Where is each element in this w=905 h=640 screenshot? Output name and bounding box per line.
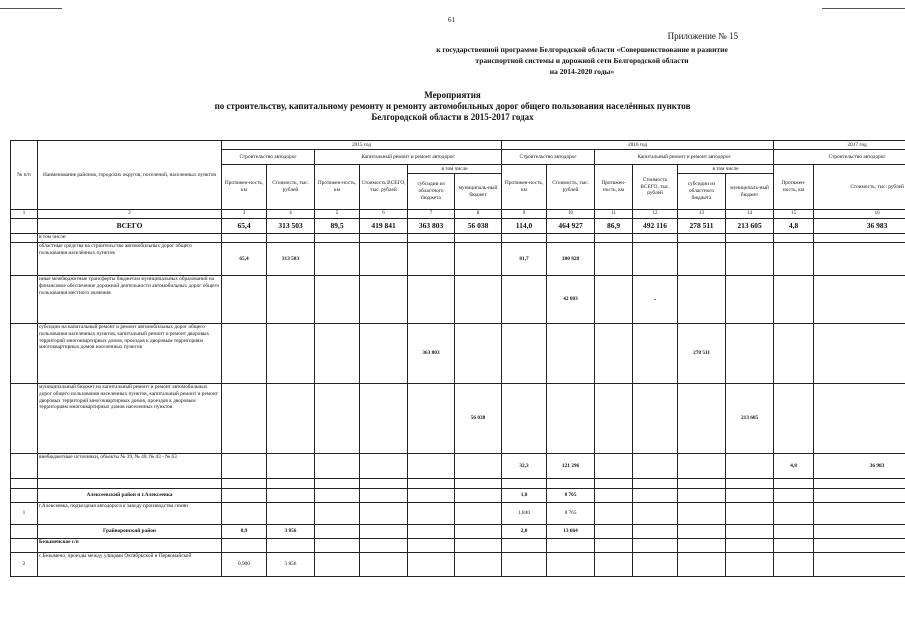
header-cost-2015a: Стоимость, тыс. рублей bbox=[267, 165, 315, 210]
col-num: 16 bbox=[814, 210, 905, 219]
title-line-1: Мероприятия bbox=[424, 90, 481, 100]
header-subsidy-2015: субсидии из областного бюджета bbox=[408, 174, 455, 210]
row-name: внебюджетные источники, объекты № 39, № 40, № 43 - № 63 bbox=[38, 454, 222, 479]
col-num: 1 bbox=[11, 210, 38, 219]
col-num: 15 bbox=[774, 210, 814, 219]
col-num: 14 bbox=[726, 210, 774, 219]
header-length-2015a: Протяжен-ность, км bbox=[222, 165, 267, 210]
row-name: с.Безымено, проезды между улицами Октябрьской и Первомайской bbox=[38, 553, 222, 577]
row-name: г.Алексеевка, подъездная автодорога к заводу производства семян bbox=[38, 503, 222, 525]
cell: 4,8 bbox=[774, 454, 814, 479]
header-cost-2017: Стоимость, тыс. рублей bbox=[814, 165, 905, 210]
total-num bbox=[11, 219, 38, 234]
table-row bbox=[11, 503, 905, 525]
annex-title: Приложение № 15 bbox=[667, 31, 738, 41]
total-cell: 492 116 bbox=[633, 219, 678, 234]
cell: 65,4 bbox=[222, 243, 267, 276]
header-length-2016b: Протяжен-ность, км bbox=[595, 165, 633, 210]
table-row bbox=[11, 384, 905, 454]
title-line-3: Белгородской области в 2015-2017 годах bbox=[371, 112, 534, 122]
header-costtotal-2016: Стоимость ВСЕГО, тыс. рублей bbox=[633, 165, 678, 210]
total-cell: 65,4 bbox=[222, 219, 267, 234]
row-num: 2 bbox=[11, 553, 38, 577]
header-repair-2016: Капитальный ремонт и ремонт автодорог bbox=[595, 150, 774, 165]
table-row bbox=[11, 489, 905, 503]
roads-table bbox=[10, 140, 905, 577]
cell: 1,840 bbox=[502, 503, 547, 525]
table-row bbox=[11, 553, 905, 577]
header-length-2015b: Протяжен-ность, км bbox=[315, 165, 360, 210]
cell: 3 856 bbox=[267, 525, 315, 539]
header-cost-2016a: Стоимость, тыс. рублей bbox=[547, 165, 595, 210]
header-including-2016: в том числе bbox=[678, 165, 774, 174]
annex-line-3: на 2014-2020 годы» bbox=[549, 67, 615, 76]
total-row bbox=[11, 219, 905, 234]
table-row-empty bbox=[11, 479, 905, 489]
cell: 81,7 bbox=[502, 243, 547, 276]
col-num: 11 bbox=[595, 210, 633, 219]
header-name: Наименование районов, городских округов, поселений, населенных пунктов bbox=[38, 141, 222, 210]
title-line-2: по строительству, капитальному ремонту и ремонту автомобильных дорог общего пользования населённых пунктов bbox=[214, 101, 691, 111]
total-cell: 114,0 bbox=[502, 219, 547, 234]
page-number: 61 bbox=[448, 16, 455, 24]
document-title bbox=[100, 90, 805, 123]
col-num: 2 bbox=[38, 210, 222, 219]
header-municipal-2015: муниципаль-ный бюджет bbox=[455, 174, 502, 210]
cell: 13 664 bbox=[547, 525, 595, 539]
total-cell: 363 803 bbox=[408, 219, 455, 234]
total-label: ВСЕГО bbox=[38, 219, 222, 234]
header-row-years bbox=[11, 141, 905, 150]
total-cell: 419 841 bbox=[360, 219, 408, 234]
cell: 363 803 bbox=[408, 324, 455, 384]
column-numbers-row bbox=[11, 210, 905, 219]
table-row bbox=[11, 525, 905, 539]
region-name: Алексеевский район и г.Алексеевка bbox=[38, 489, 222, 503]
row-including-label bbox=[11, 234, 905, 243]
header-num: № п/п bbox=[11, 141, 38, 210]
header-length-2016a: Протяжен-ность, км bbox=[502, 165, 547, 210]
col-num: 10 bbox=[547, 210, 595, 219]
col-num: 4 bbox=[267, 210, 315, 219]
col-num: 7 bbox=[408, 210, 455, 219]
row-name: муниципальный бюджет на капитальный ремонт и ремонт автомобильных дорог общего пользования населенных пунктов, капитальный ремонт и ремонт дворовых территорий многоквартирных домов, проездов к дворовым территориям многоквартирных домов населенных пунктов bbox=[38, 384, 222, 454]
total-cell: 56 038 bbox=[455, 219, 502, 234]
total-cell: 464 927 bbox=[547, 219, 595, 234]
cell: 8 765 bbox=[547, 503, 595, 525]
cell: 278 511 bbox=[678, 324, 726, 384]
header-municipal-2016: муниципаль-ный бюджет bbox=[726, 174, 774, 210]
row-name: областные средства на строительство автомобильных дорог общего пользования населённых пунктов bbox=[38, 243, 222, 276]
cell: 0,900 bbox=[222, 553, 267, 577]
col-num: 3 bbox=[222, 210, 267, 219]
cell: 8 765 bbox=[547, 489, 595, 503]
col-num: 5 bbox=[315, 210, 360, 219]
row-name: субсидии на капитальный ремонт и ремонт автомобильных дорог общего пользования населенных пунктов, капитальный ремонт и ремонт дворовых территорий многоквартирных домов, проездов к дворовым территориям многоквартирных домов населенных пунктов bbox=[38, 324, 222, 384]
cell: 3 856 bbox=[267, 553, 315, 577]
col-num: 6 bbox=[360, 210, 408, 219]
header-subsidy-2016: субсидии из областного бюджета bbox=[678, 174, 726, 210]
settlement-name: Безыменское с/п bbox=[38, 539, 222, 553]
cell: 213 605 bbox=[726, 384, 774, 454]
header-construction-2016: Строительство автодорог bbox=[502, 150, 595, 165]
cell: 32,3 bbox=[502, 454, 547, 479]
header-costtotal-2015: Стоимость ВСЕГО, тыс. рублей bbox=[360, 165, 408, 210]
header-repair-2015: Капитальный ремонт и ремонт автодорог bbox=[315, 150, 502, 165]
col-num: 8 bbox=[455, 210, 502, 219]
table-row bbox=[11, 454, 905, 479]
row-name: иные межбюджетные трансферты бюджетам муниципальных образований на финансовое обеспечение дорожной деятельности автомобильных дорог общего пользования местного значения bbox=[38, 276, 222, 324]
total-cell: 213 605 bbox=[726, 219, 774, 234]
cell: 36 983 bbox=[814, 454, 905, 479]
header-including-2015: в том числе bbox=[408, 165, 502, 174]
cell: 313 503 bbox=[267, 243, 315, 276]
row-num: 1 bbox=[11, 503, 38, 525]
table-row bbox=[11, 243, 905, 276]
cell: 42 803 bbox=[547, 276, 595, 324]
total-cell: 313 503 bbox=[267, 219, 315, 234]
col-num: 9 bbox=[502, 210, 547, 219]
header-length-2017: Протяжен-ность, км bbox=[774, 165, 814, 210]
col-num: 13 bbox=[678, 210, 726, 219]
cell: 1,8 bbox=[502, 489, 547, 503]
table-row bbox=[11, 539, 905, 553]
header-2015: 2015 год bbox=[222, 141, 502, 150]
total-cell: 36 983 bbox=[814, 219, 905, 234]
annex-line-1: к государственной программе Белгородской области «Совершенствование и развитие bbox=[436, 45, 728, 54]
total-cell: 4,8 bbox=[774, 219, 814, 234]
total-cell: 86,9 bbox=[595, 219, 633, 234]
header-construction-2015: Строительство автодорог bbox=[222, 150, 315, 165]
cell: 0,9 bbox=[222, 525, 267, 539]
total-cell: 89,5 bbox=[315, 219, 360, 234]
header-2017: 2017 год bbox=[774, 141, 905, 150]
header-construction-2017: Строительство автодорог bbox=[774, 150, 905, 165]
cell: 56 038 bbox=[455, 384, 502, 454]
top-border-left bbox=[0, 8, 62, 9]
table-row bbox=[11, 324, 905, 384]
cell: 2,0 bbox=[502, 525, 547, 539]
annex-subtitle bbox=[382, 44, 782, 77]
total-cell: 278 511 bbox=[678, 219, 726, 234]
dash-mark: - bbox=[633, 276, 678, 324]
col-num: 12 bbox=[633, 210, 678, 219]
region-name: Грайворонский район bbox=[38, 525, 222, 539]
cell: 300 828 bbox=[547, 243, 595, 276]
cell: 121 296 bbox=[547, 454, 595, 479]
top-border-right bbox=[822, 8, 905, 9]
including-label: в том числе: bbox=[38, 234, 222, 243]
header-2016: 2016 год bbox=[502, 141, 774, 150]
annex-line-2: транспортной системы и дорожной сети Белгородской области bbox=[475, 56, 689, 65]
table-row bbox=[11, 276, 905, 324]
